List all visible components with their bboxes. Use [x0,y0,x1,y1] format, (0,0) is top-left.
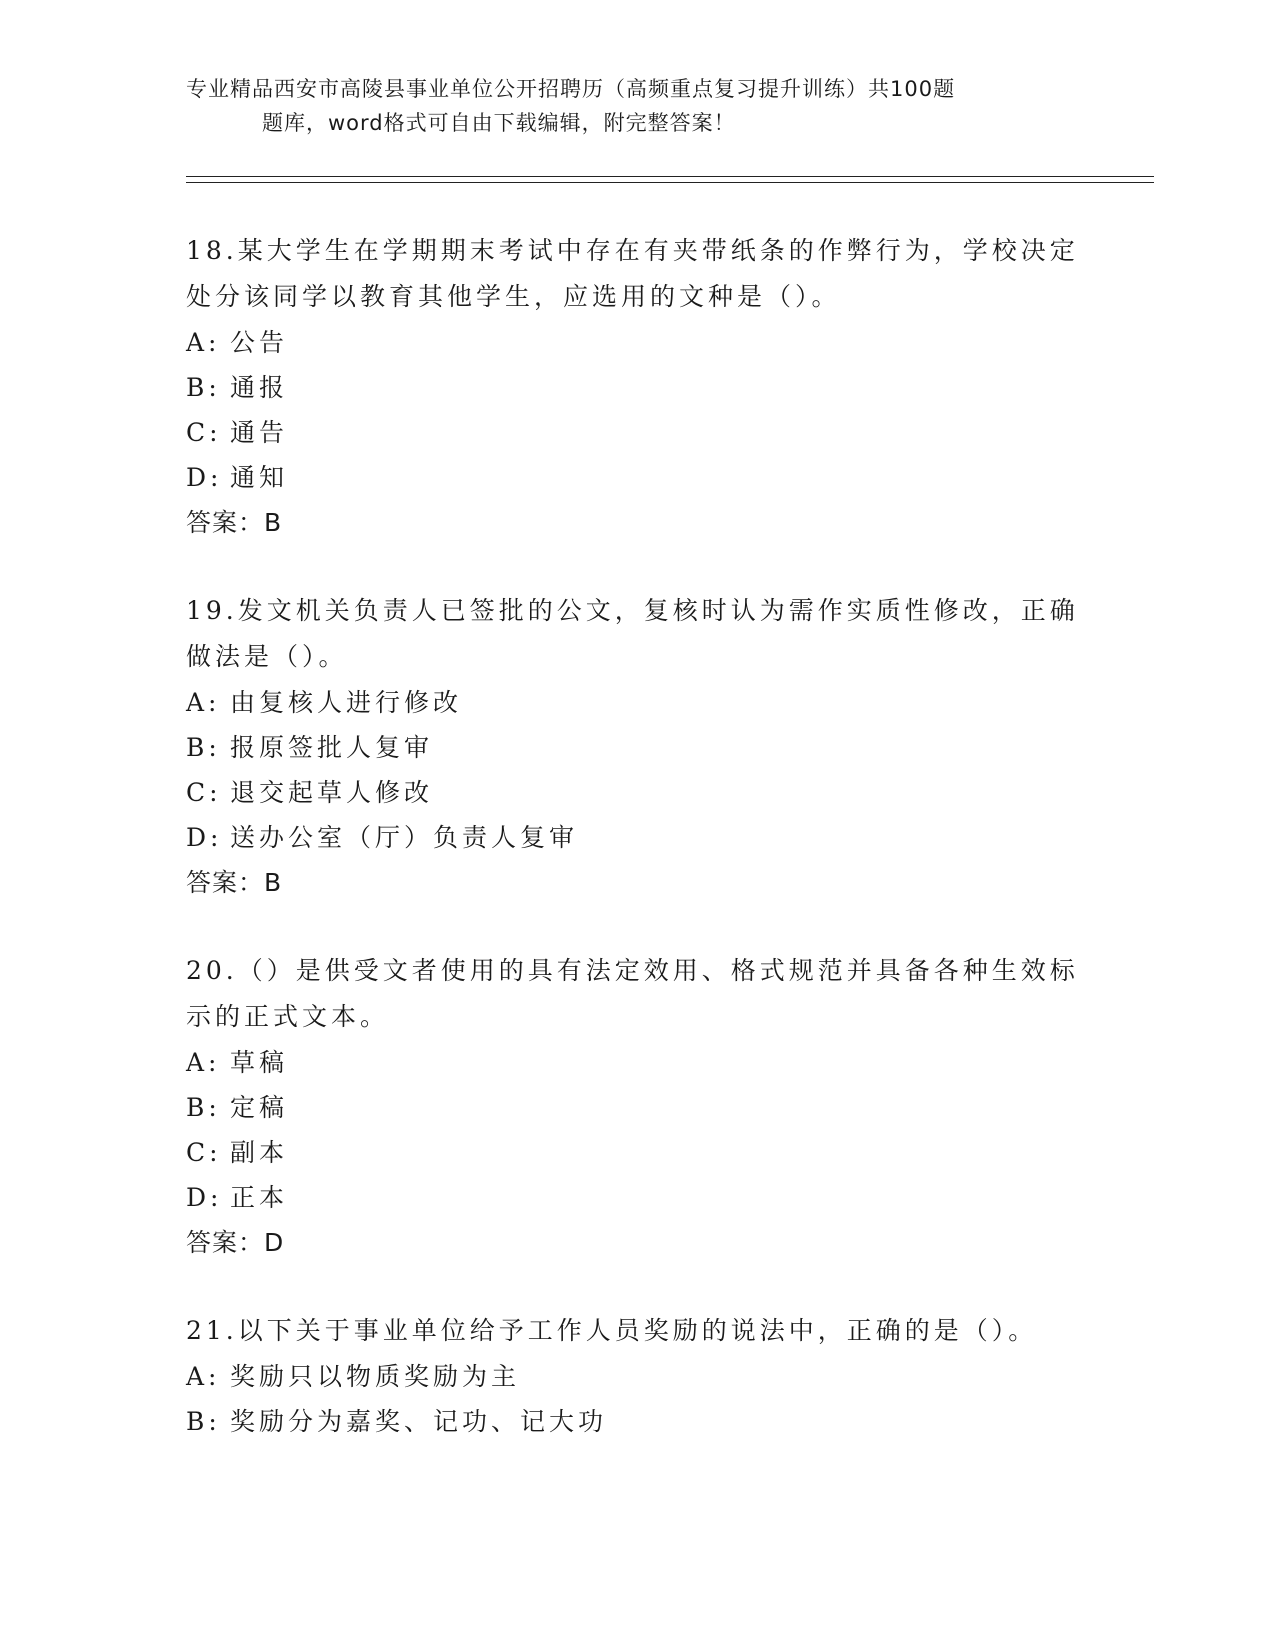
option-b [186,725,1086,770]
option-label: C: [186,418,222,447]
option-text: 正本 [230,1183,289,1212]
option-label: D: [186,823,223,852]
option-label: C: [186,778,222,807]
option-text: 由复核人进行修改 [230,688,463,717]
option-d [186,1175,1086,1220]
question-stem: 18.某大学生在学期期末考试中存在有夹带纸条的作弊行为，学校决定处分该同学以教育其他学生，应选用的文种是（）。 [186,236,1079,311]
question-stem: 19.发文机关负责人已签批的公文，复核时认为需作实质性修改，正确做法是（）。 [186,596,1079,671]
option-a [186,320,1086,365]
question-18 [186,228,1086,546]
option-text: 草稿 [230,1048,289,1077]
option-a [186,1040,1086,1085]
option-text: 通报 [230,373,289,402]
option-text: 报原签批人复审 [230,733,434,762]
header-divider-bottom [186,182,1154,183]
option-label: C: [186,1138,222,1167]
option-label: A: [186,688,221,717]
option-text: 通知 [230,463,289,492]
question-stem: 20.（）是供受文者使用的具有法定效用、格式规范并具备各种生效标示的正式文本。 [186,956,1079,1031]
option-label: B: [186,373,221,402]
option-c [186,1130,1086,1175]
header-line-2: 题库，word格式可自由下载编辑，附完整答案！ [262,111,736,135]
question-20 [186,948,1086,1266]
option-label: A: [186,1362,221,1391]
question-21 [186,1308,1086,1444]
header-line-1: 专业精品西安市高陵县事业单位公开招聘历（高频重点复习提升训练）共100题 [186,77,956,101]
option-label: B: [186,733,221,762]
option-text: 奖励分为嘉奖、记功、记大功 [230,1407,608,1436]
option-b [186,1399,1086,1444]
option-b [186,1085,1086,1130]
answer-line: 答案：B [186,508,283,537]
option-text: 通告 [230,418,289,447]
document-header [186,72,1086,140]
option-b [186,365,1086,410]
option-a [186,680,1086,725]
option-label: D: [186,1183,223,1212]
option-label: A: [186,328,221,357]
option-c [186,410,1086,455]
option-text: 退交起草人修改 [230,778,434,807]
header-divider-top [186,176,1154,177]
option-label: B: [186,1407,221,1436]
option-label: D: [186,463,223,492]
option-text: 奖励只以物质奖励为主 [230,1362,521,1391]
answer-line: 答案：B [186,868,283,897]
option-text: 公告 [230,328,289,357]
option-text: 副本 [230,1138,289,1167]
option-d [186,815,1086,860]
question-stem: 21.以下关于事业单位给予工作人员奖励的说法中，正确的是（）。 [186,1316,1038,1345]
option-text: 送办公室（厅）负责人复审 [230,823,579,852]
answer-line: 答案：D [186,1228,285,1257]
option-text: 定稿 [230,1093,289,1122]
option-a [186,1354,1086,1399]
option-label: A: [186,1048,221,1077]
option-c [186,770,1086,815]
option-d [186,455,1086,500]
question-list [186,228,1086,1486]
option-label: B: [186,1093,221,1122]
question-19 [186,588,1086,906]
